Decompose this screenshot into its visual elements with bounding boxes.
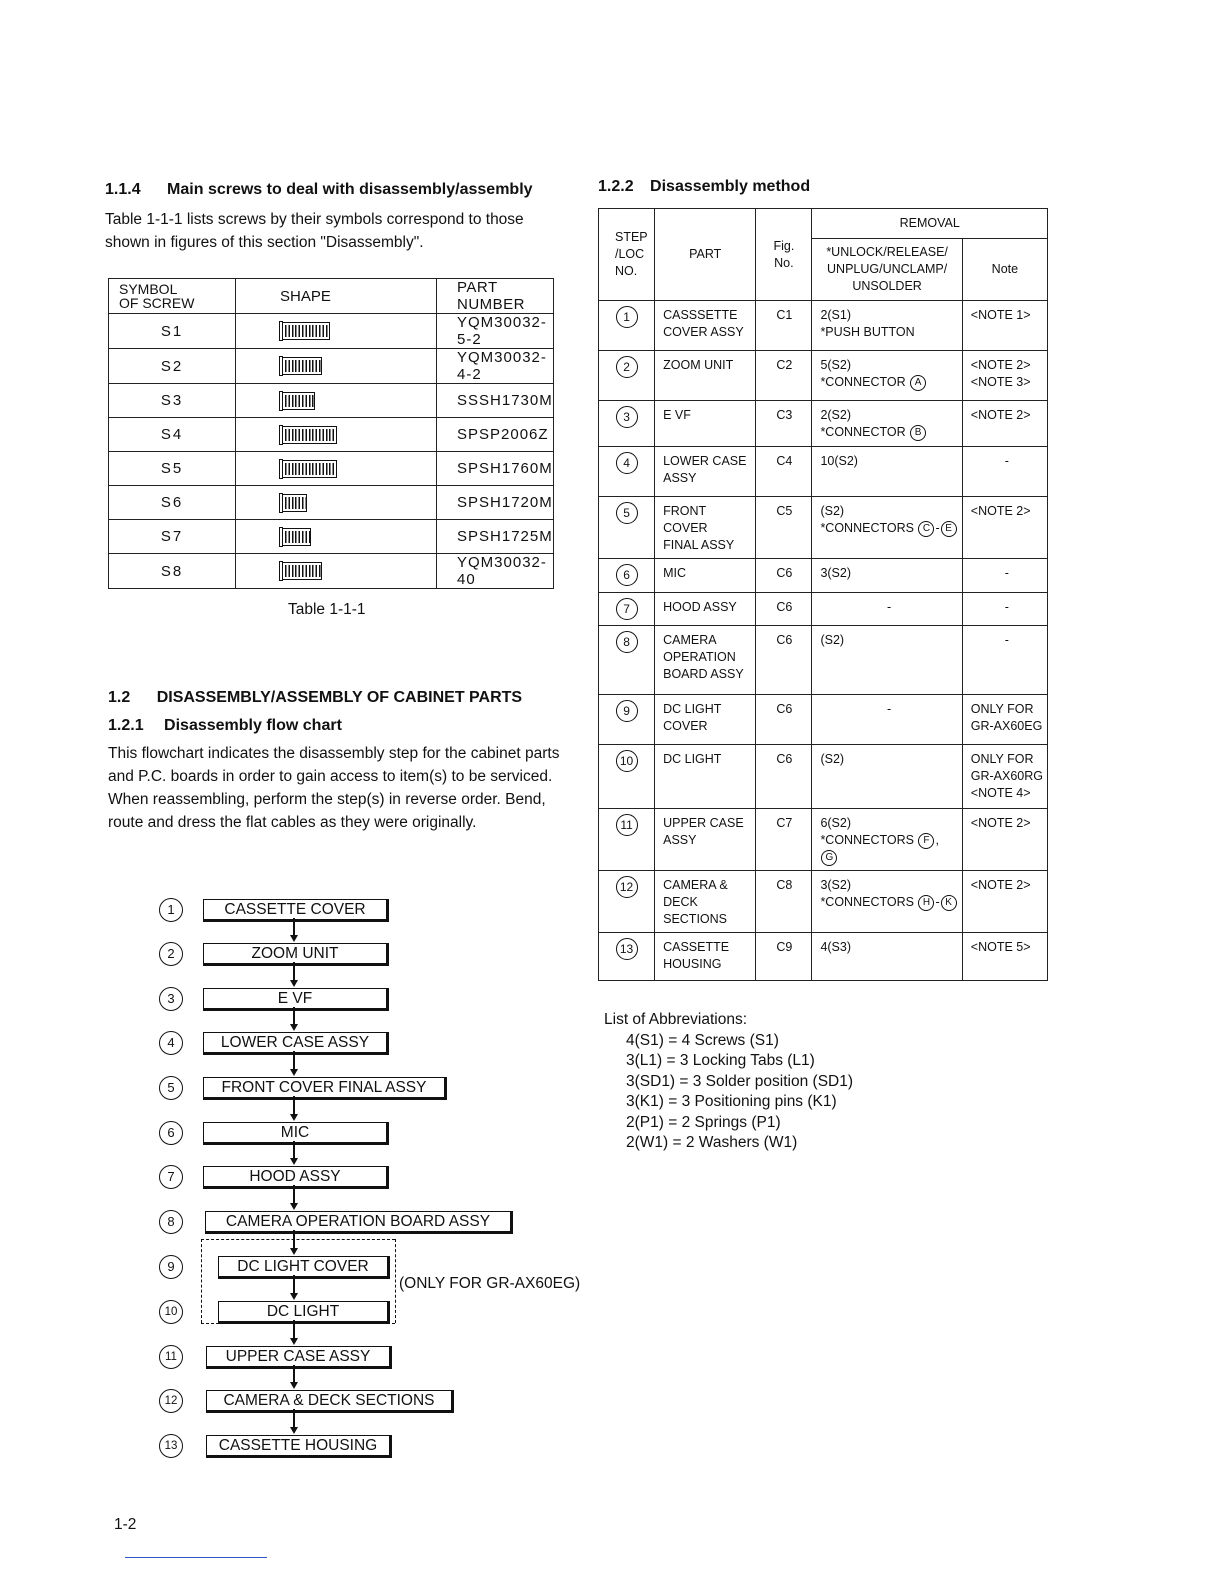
header-symbol: SYMBOL OF SCREW bbox=[109, 279, 236, 314]
method-row bbox=[599, 351, 1048, 401]
flow-arrow bbox=[293, 1409, 295, 1429]
step-cell bbox=[599, 401, 655, 447]
step-number: 10 bbox=[616, 750, 638, 772]
screws-table bbox=[108, 278, 554, 589]
screw-symbol: S3 bbox=[109, 384, 236, 418]
screw-row bbox=[109, 554, 554, 589]
step-number: 11 bbox=[616, 814, 638, 836]
step-number-13: 13 bbox=[159, 1434, 183, 1458]
flow-step-box: MIC bbox=[203, 1122, 389, 1145]
step-number-8: 8 bbox=[159, 1210, 183, 1234]
connector-letter: H bbox=[918, 895, 934, 911]
flowchart-description: This flowchart indicates the disassembly step for the cabinet parts and P.C. boards in order to gain access to item(s) to be serviced. When reassembling, perform the step(s) in reverse order. Bend, route and dress the flat cables as they were originally. bbox=[108, 745, 560, 831]
disassembly-method-table bbox=[598, 208, 1048, 981]
step-number-12: 12 bbox=[159, 1389, 183, 1413]
step-number-5: 5 bbox=[159, 1076, 183, 1100]
note-cell: - bbox=[962, 626, 1047, 695]
step-number: 5 bbox=[616, 502, 638, 524]
removal-cell bbox=[812, 745, 962, 809]
removal-cell bbox=[812, 809, 962, 871]
section-number: 1.2.2 bbox=[598, 178, 634, 195]
flow-arrow bbox=[293, 918, 295, 937]
step-number: 2 bbox=[616, 356, 638, 378]
screw-icon bbox=[280, 494, 307, 512]
connector-letter: C bbox=[918, 521, 934, 537]
step-cell bbox=[599, 497, 655, 559]
connector-letter: K bbox=[941, 895, 957, 911]
flow-arrow bbox=[293, 1141, 295, 1160]
connector-separator: , bbox=[935, 833, 939, 847]
part-cell: DC LIGHT COVER bbox=[655, 695, 756, 745]
step-cell bbox=[599, 933, 655, 981]
screw-part-number: SPSH1725M bbox=[437, 520, 554, 554]
flow-arrow bbox=[293, 1051, 295, 1071]
part-cell: CASSSETTE COVER ASSY bbox=[655, 301, 756, 351]
abbreviations-title: List of Abbreviations: bbox=[604, 1011, 748, 1028]
screw-symbol: S6 bbox=[109, 486, 236, 520]
connector-separator: - bbox=[935, 895, 940, 909]
removal-text: 10(S2) bbox=[820, 454, 858, 468]
removal-text: (S2) bbox=[820, 752, 845, 766]
method-row bbox=[599, 497, 1048, 559]
header-removal: REMOVAL bbox=[812, 209, 1048, 239]
screw-part-number: YQM30032-5-2 bbox=[437, 314, 554, 349]
section-title: DISASSEMBLY/ASSEMBLY OF CABINET PARTS bbox=[156, 689, 523, 706]
part-cell: FRONT COVER FINAL ASSY bbox=[655, 497, 756, 559]
note-cell: <NOTE 2> bbox=[962, 497, 1047, 559]
screw-shape-cell bbox=[236, 554, 437, 589]
part-cell: MIC bbox=[655, 559, 756, 593]
step-cell bbox=[599, 871, 655, 933]
method-row bbox=[599, 626, 1048, 695]
step-number: 13 bbox=[616, 938, 638, 960]
method-row bbox=[599, 933, 1048, 981]
optional-group-border bbox=[201, 1323, 395, 1324]
section-number: 1.2.1 bbox=[108, 717, 144, 734]
fig-cell: C6 bbox=[756, 745, 812, 809]
screw-shape-cell bbox=[236, 349, 437, 384]
screw-shape-cell bbox=[236, 384, 437, 418]
method-header-row-1 bbox=[599, 209, 1048, 239]
optional-group-border bbox=[201, 1239, 202, 1323]
step-number-7: 7 bbox=[159, 1165, 183, 1189]
footer-rule bbox=[125, 1557, 267, 1558]
step-number: 8 bbox=[616, 631, 638, 653]
screw-shape-cell bbox=[236, 452, 437, 486]
abbreviations-list bbox=[604, 1010, 853, 1154]
section-title: Disassembly method bbox=[650, 178, 811, 195]
note-cell: <NOTE 2> bbox=[962, 401, 1047, 447]
flow-step-box: CASSETTE COVER bbox=[203, 899, 389, 922]
removal-text: 5(S2) *CONNECTOR bbox=[820, 358, 906, 389]
fig-cell: C2 bbox=[756, 351, 812, 401]
part-cell: DC LIGHT bbox=[655, 745, 756, 809]
step-number-3: 3 bbox=[159, 987, 183, 1011]
screw-shape-cell bbox=[236, 486, 437, 520]
flow-step-box: DC LIGHT COVER bbox=[218, 1256, 390, 1279]
note-cell: <NOTE 2> bbox=[962, 871, 1047, 933]
step-number: 3 bbox=[616, 406, 638, 428]
section-1-2-2-heading bbox=[598, 178, 810, 196]
note-cell: - bbox=[962, 559, 1047, 593]
header-shape: SHAPE bbox=[236, 279, 437, 314]
section-1-2-1-heading bbox=[108, 717, 342, 735]
step-number: 12 bbox=[616, 876, 638, 898]
method-row bbox=[599, 871, 1048, 933]
removal-cell bbox=[812, 401, 962, 447]
connector-letter: A bbox=[910, 375, 926, 391]
fig-cell: C3 bbox=[756, 401, 812, 447]
part-cell: UPPER CASE ASSY bbox=[655, 809, 756, 871]
header-step: STEP /LOC NO. bbox=[599, 209, 655, 301]
method-row bbox=[599, 301, 1048, 351]
screw-symbol: S5 bbox=[109, 452, 236, 486]
removal-text: 6(S2) *CONNECTORS bbox=[820, 816, 914, 847]
screw-part-number: SPSP2006Z bbox=[437, 418, 554, 452]
step-number: 6 bbox=[616, 564, 638, 586]
note-cell: <NOTE 2> <NOTE 3> bbox=[962, 351, 1047, 401]
header-unlock: *UNLOCK/RELEASE/ UNPLUG/UNCLAMP/ UNSOLDER bbox=[812, 239, 962, 301]
method-row bbox=[599, 809, 1048, 871]
step-number: 7 bbox=[616, 598, 638, 620]
screw-row bbox=[109, 418, 554, 452]
part-cell: HOOD ASSY bbox=[655, 593, 756, 626]
screws-table-header bbox=[109, 279, 554, 314]
screw-symbol: S8 bbox=[109, 554, 236, 589]
part-cell: CAMERA OPERATION BOARD ASSY bbox=[655, 626, 756, 695]
fig-cell: C6 bbox=[756, 559, 812, 593]
flow-arrow bbox=[293, 1007, 295, 1026]
flow-arrow bbox=[293, 1365, 295, 1384]
connector-letter: E bbox=[941, 521, 957, 537]
flow-arrow bbox=[293, 1096, 295, 1116]
page-number: 1-2 bbox=[114, 1516, 137, 1533]
step-cell bbox=[599, 745, 655, 809]
connector-letter: B bbox=[910, 425, 926, 441]
removal-cell bbox=[812, 351, 962, 401]
removal-text: 3(S2) *CONNECTORS bbox=[820, 878, 914, 909]
removal-text: 3(S2) bbox=[820, 566, 852, 580]
removal-text: (S2) *CONNECTORS bbox=[820, 504, 914, 535]
note-cell: - bbox=[962, 447, 1047, 497]
intro-paragraph: Table 1-1-1 lists screws by their symbols correspond to those shown in figures of this section "Disassembly". bbox=[105, 211, 524, 251]
header-part-number: PART NUMBER bbox=[437, 279, 554, 314]
connector-letter: F bbox=[918, 833, 934, 849]
method-row bbox=[599, 447, 1048, 497]
fig-cell: C9 bbox=[756, 933, 812, 981]
step-cell bbox=[599, 351, 655, 401]
removal-text: 2(S2) *CONNECTOR bbox=[820, 408, 906, 439]
flow-step-box: UPPER CASE ASSY bbox=[206, 1346, 392, 1369]
screw-shape-cell bbox=[236, 418, 437, 452]
removal-text: (S2) bbox=[820, 633, 845, 647]
flow-step-box: E VF bbox=[203, 988, 389, 1011]
screw-part-number: SSSH1730M bbox=[437, 384, 554, 418]
step-cell bbox=[599, 559, 655, 593]
note-cell: - bbox=[962, 593, 1047, 626]
screw-symbol: S7 bbox=[109, 520, 236, 554]
screw-symbol: S4 bbox=[109, 418, 236, 452]
screw-shape-cell bbox=[236, 520, 437, 554]
removal-cell bbox=[812, 695, 962, 745]
flow-step-box: CAMERA & DECK SECTIONS bbox=[206, 1390, 454, 1413]
screw-row bbox=[109, 384, 554, 418]
fig-cell: C5 bbox=[756, 497, 812, 559]
optional-group-note: (ONLY FOR GR-AX60EG) bbox=[399, 1275, 581, 1292]
screw-shape-cell bbox=[236, 314, 437, 349]
optional-group-border bbox=[201, 1239, 395, 1240]
screw-icon bbox=[280, 357, 322, 375]
note-cell: <NOTE 1> bbox=[962, 301, 1047, 351]
removal-cell bbox=[812, 626, 962, 695]
screw-row bbox=[109, 486, 554, 520]
abbreviation-item: 3(K1) = 3 Positioning pins (K1) bbox=[626, 1093, 837, 1110]
note-cell: <NOTE 2> bbox=[962, 809, 1047, 871]
header-fig: Fig. No. bbox=[756, 209, 812, 301]
step-number-10: 10 bbox=[159, 1300, 183, 1324]
section-number: 1.2 bbox=[108, 689, 131, 706]
section-title: Disassembly flow chart bbox=[164, 717, 342, 734]
step-number-11: 11 bbox=[159, 1345, 183, 1369]
part-cell: E VF bbox=[655, 401, 756, 447]
step-number-1: 1 bbox=[159, 898, 183, 922]
flow-step-box: CASSETTE HOUSING bbox=[206, 1435, 392, 1458]
fig-cell: C8 bbox=[756, 871, 812, 933]
removal-cell bbox=[812, 593, 962, 626]
screw-row bbox=[109, 452, 554, 486]
part-cell: CASSETTE HOUSING bbox=[655, 933, 756, 981]
screw-part-number: YQM30032-40 bbox=[437, 554, 554, 589]
section-number: 1.1.4 bbox=[105, 181, 141, 198]
screw-row bbox=[109, 349, 554, 384]
method-row bbox=[599, 695, 1048, 745]
flow-arrow bbox=[293, 1185, 295, 1205]
removal-cell bbox=[812, 871, 962, 933]
screw-part-number: YQM30032-4-2 bbox=[437, 349, 554, 384]
step-number-6: 6 bbox=[159, 1121, 183, 1145]
flow-step-box: ZOOM UNIT bbox=[203, 943, 389, 966]
abbreviation-item: 2(W1) = 2 Washers (W1) bbox=[626, 1134, 798, 1151]
connector-separator: - bbox=[935, 521, 940, 535]
screw-part-number: SPSH1720M bbox=[437, 486, 554, 520]
abbreviation-item: 3(SD1) = 3 Solder position (SD1) bbox=[626, 1072, 854, 1090]
screw-row bbox=[109, 520, 554, 554]
removal-cell bbox=[812, 497, 962, 559]
step-cell bbox=[599, 626, 655, 695]
screw-icon bbox=[280, 322, 330, 340]
abbreviation-item: 2(P1) = 2 Springs (P1) bbox=[626, 1113, 781, 1131]
screw-row bbox=[109, 314, 554, 349]
section-1-2-heading bbox=[108, 689, 522, 707]
step-number-9: 9 bbox=[159, 1255, 183, 1279]
fig-cell: C6 bbox=[756, 626, 812, 695]
removal-text: - bbox=[887, 600, 892, 614]
removal-cell bbox=[812, 447, 962, 497]
screw-icon bbox=[280, 562, 322, 580]
flow-step-box: FRONT COVER FINAL ASSY bbox=[203, 1077, 447, 1100]
step-cell bbox=[599, 447, 655, 497]
note-cell: ONLY FOR GR-AX60EG bbox=[962, 695, 1047, 745]
part-cell: CAMERA & DECK SECTIONS bbox=[655, 871, 756, 933]
section-1-1-4-heading bbox=[105, 181, 533, 199]
screw-icon bbox=[280, 426, 337, 444]
flow-step-box: LOWER CASE ASSY bbox=[203, 1032, 389, 1055]
abbreviation-item: 4(S1) = 4 Screws (S1) bbox=[626, 1031, 779, 1049]
method-row bbox=[599, 745, 1048, 809]
part-cell: LOWER CASE ASSY bbox=[655, 447, 756, 497]
removal-cell bbox=[812, 301, 962, 351]
step-cell bbox=[599, 593, 655, 626]
optional-group-border bbox=[395, 1239, 396, 1323]
step-number-4: 4 bbox=[159, 1031, 183, 1055]
method-row bbox=[599, 559, 1048, 593]
flow-arrow bbox=[293, 1230, 295, 1250]
removal-text: 4(S3) bbox=[820, 940, 852, 954]
flow-arrow bbox=[293, 962, 295, 982]
flow-arrow bbox=[293, 1275, 295, 1295]
fig-cell: C1 bbox=[756, 301, 812, 351]
fig-cell: C4 bbox=[756, 447, 812, 497]
removal-cell bbox=[812, 933, 962, 981]
fig-cell: C7 bbox=[756, 809, 812, 871]
fig-cell: C6 bbox=[756, 695, 812, 745]
removal-text: - bbox=[887, 702, 892, 716]
table-caption: Table 1-1-1 bbox=[288, 601, 366, 618]
method-row bbox=[599, 401, 1048, 447]
step-number-2: 2 bbox=[159, 942, 183, 966]
screw-symbol: S1 bbox=[109, 314, 236, 349]
header-note: Note bbox=[962, 239, 1047, 301]
step-number: 4 bbox=[616, 452, 638, 474]
screw-icon bbox=[280, 392, 315, 410]
screw-part-number: SPSH1760M bbox=[437, 452, 554, 486]
step-cell bbox=[599, 695, 655, 745]
fig-cell: C6 bbox=[756, 593, 812, 626]
removal-text: 2(S1) *PUSH BUTTON bbox=[820, 308, 915, 339]
step-number: 9 bbox=[616, 700, 638, 722]
removal-cell bbox=[812, 559, 962, 593]
header-part: PART bbox=[655, 209, 756, 301]
method-row bbox=[599, 593, 1048, 626]
flow-step-box: HOOD ASSY bbox=[203, 1166, 389, 1189]
abbreviation-item: 3(L1) = 3 Locking Tabs (L1) bbox=[626, 1052, 815, 1069]
section-title: Main screws to deal with disassembly/assembly bbox=[167, 181, 533, 198]
step-cell bbox=[599, 809, 655, 871]
part-cell: ZOOM UNIT bbox=[655, 351, 756, 401]
step-cell bbox=[599, 301, 655, 351]
screw-icon bbox=[280, 528, 311, 546]
connector-letter: G bbox=[821, 850, 837, 866]
flow-step-box: CAMERA OPERATION BOARD ASSY bbox=[205, 1211, 513, 1234]
flow-step-box: DC LIGHT bbox=[218, 1301, 390, 1324]
note-cell: ONLY FOR GR-AX60RG <NOTE 4> bbox=[962, 745, 1047, 809]
screw-symbol: S2 bbox=[109, 349, 236, 384]
step-number: 1 bbox=[616, 306, 638, 328]
note-cell: <NOTE 5> bbox=[962, 933, 1047, 981]
screw-icon bbox=[280, 460, 337, 478]
